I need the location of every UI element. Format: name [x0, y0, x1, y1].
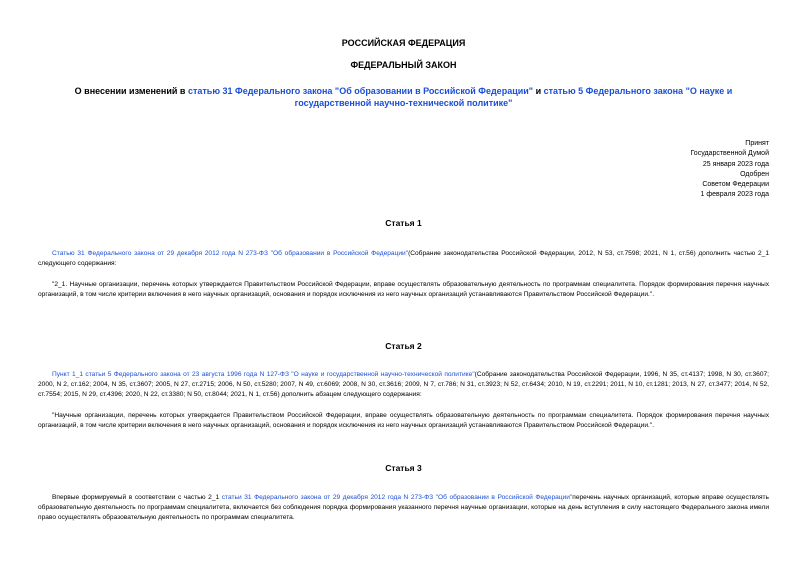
adoption-line: Государственной Думой — [690, 150, 769, 158]
adoption-line: Советом Федерации — [702, 181, 769, 189]
adoption-line: Принят — [745, 140, 769, 147]
adoption-line: 1 февраля 2023 года — [700, 191, 769, 199]
article-2-quote: "Научные организации, перечень которых утверждается Правительством Российской Федерации, вправе осуществлять образовательную деятельность по программам специалитета. Порядок формирования перечня научных организаций, в том числе критерии включения в него научных организаций, основания и порядок исключения из него научных организаций устанавливаются Правительством Российской Федерации.". — [38, 412, 769, 429]
article-3-text-prefix: Впервые формируемый в соответствии с частью 2_1 — [52, 494, 222, 501]
article-3-text-rest: перечень научных организаций, которые вправе осуществлять образовательную деятельность по программам специалитета, включается без соблюдения порядка формирования указанного перечня научные организации, которые на день вступления в силу настоящего Федерального закона имели право осуществлять образовательную деятельность по программам специалитета. — [38, 494, 769, 521]
country-heading: РОССИЙСКАЯ ФЕДЕРАЦИЯ — [341, 38, 466, 48]
adoption-block — [569, 139, 769, 201]
article-3-heading: Статья 3 — [385, 463, 422, 473]
title-link-article-5[interactable]: статью 5 Федерального закона "О науке и государственной научно-технической политике" — [294, 86, 733, 108]
article-3-text — [38, 493, 769, 523]
title-link-article-31[interactable]: статью 31 Федерального закона "Об образовании в Российской Федерации" — [187, 86, 534, 96]
article-2-intro — [38, 370, 769, 400]
article-1-quote: "2_1. Научные организации, перечень которых утверждается Правительством Российской Федерации, вправе осуществлять образовательную деятельность по программам специалитета. Порядок формирования перечня научных организаций, в том числе критерии включения в него научных организаций, основания и порядок исключения из него научных организаций устанавливаются Правительством Российской Федерации.". — [38, 281, 769, 298]
title-prefix: О внесении изменений в — [74, 86, 188, 96]
article-2-intro-text: (Собрание законодательства Российской Федерации, 1996, N 35, ст.4137; 1998, N 30, ст.3607; 2000, N 2, ст.162; 2004, N 35, ст.3607; 2005, N 27, ст.2715; 2006, N 50, ст.5280; 2007, N 49, ст.6069; 2008, N 30, ст.3616; 2009, N 7, ст.786; N 31, ст.3923; N 52, ст.6434; 2010, N 19, ст.2291; 2011, N 10, ст.1281; 2013, N 27, ст.3477; 2014, N 52, ст.7554; 2015, N 29, ст.4396; 2020, N 22, ст.3380; N 50, ст.8044; 2021, N 1, ст.56) дополнить абзацем следующего содержания: — [38, 371, 769, 398]
law-type-heading: ФЕДЕРАЛЬНЫЙ ЗАКОН — [350, 60, 457, 70]
article-1-intro — [38, 249, 769, 269]
article-2-heading: Статья 2 — [385, 341, 422, 351]
adoption-line: Одобрен — [740, 170, 769, 178]
law-title — [36, 85, 771, 109]
article-1-heading: Статья 1 — [385, 218, 422, 228]
article-1-law-link[interactable]: Статью 31 Федерального закона от 29 декабря 2012 года N 273-ФЗ "Об образовании в Российской Федерации" — [52, 250, 409, 257]
title-middle: и — [533, 86, 544, 96]
article-2-law-link[interactable]: Пункт 1_1 статьи 5 Федерального закона от 23 августа 1996 года N 127-ФЗ "О науке и государственной научно-технической политике" — [52, 371, 475, 378]
article-1-intro-text: (Собрание законодательства Российской Федерации, 2012, N 53, ст.7598; 2021, N 1, ст.56) дополнить частью 2_1 следующего содержания: — [38, 250, 769, 267]
article-3-law-link[interactable]: статьи 31 Федерального закона от 29 декабря 2012 года N 273-ФЗ "Об образовании в Российской Федерации" — [221, 494, 573, 501]
adoption-line: 25 января 2023 года — [702, 160, 769, 168]
